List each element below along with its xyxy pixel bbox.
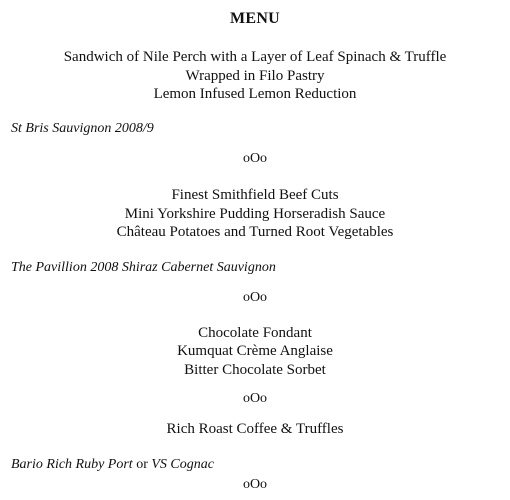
wine-pairing-2: The Pavillion 2008 Shiraz Cabernet Sauvignon xyxy=(11,260,276,275)
course1-line-3: Lemon Infused Lemon Reduction xyxy=(153,86,357,102)
course3-line-2: Kumquat Crème Anglaise xyxy=(177,343,333,359)
menu-title: MENU xyxy=(229,10,281,27)
coffee-line: Rich Roast Coffee & Truffles xyxy=(166,421,344,437)
port-name: Bario Rich Ruby Port xyxy=(11,457,133,472)
cognac-name: VS Cognac xyxy=(151,457,214,472)
course1-line-2: Wrapped in Filo Pastry xyxy=(185,68,325,84)
course2-line-1: Finest Smithfield Beef Cuts xyxy=(171,187,339,203)
separator-4: oOo xyxy=(242,477,268,492)
course2-line-3: Château Potatoes and Turned Root Vegetables xyxy=(116,224,394,240)
wine-pairing-1: St Bris Sauvignon 2008/9 xyxy=(11,121,154,136)
course3-line-1: Chocolate Fondant xyxy=(198,325,312,341)
course1-line-1: Sandwich of Nile Perch with a Layer of Leaf Spinach & Truffle xyxy=(63,49,447,65)
separator-2: oOo xyxy=(242,290,268,305)
port-line xyxy=(11,456,214,474)
separator-3: oOo xyxy=(242,391,268,406)
course3-line-3: Bitter Chocolate Sorbet xyxy=(184,362,326,378)
port-or: or xyxy=(136,457,148,472)
course2-line-2: Mini Yorkshire Pudding Horseradish Sauce xyxy=(124,206,386,222)
separator-1: oOo xyxy=(242,151,268,166)
